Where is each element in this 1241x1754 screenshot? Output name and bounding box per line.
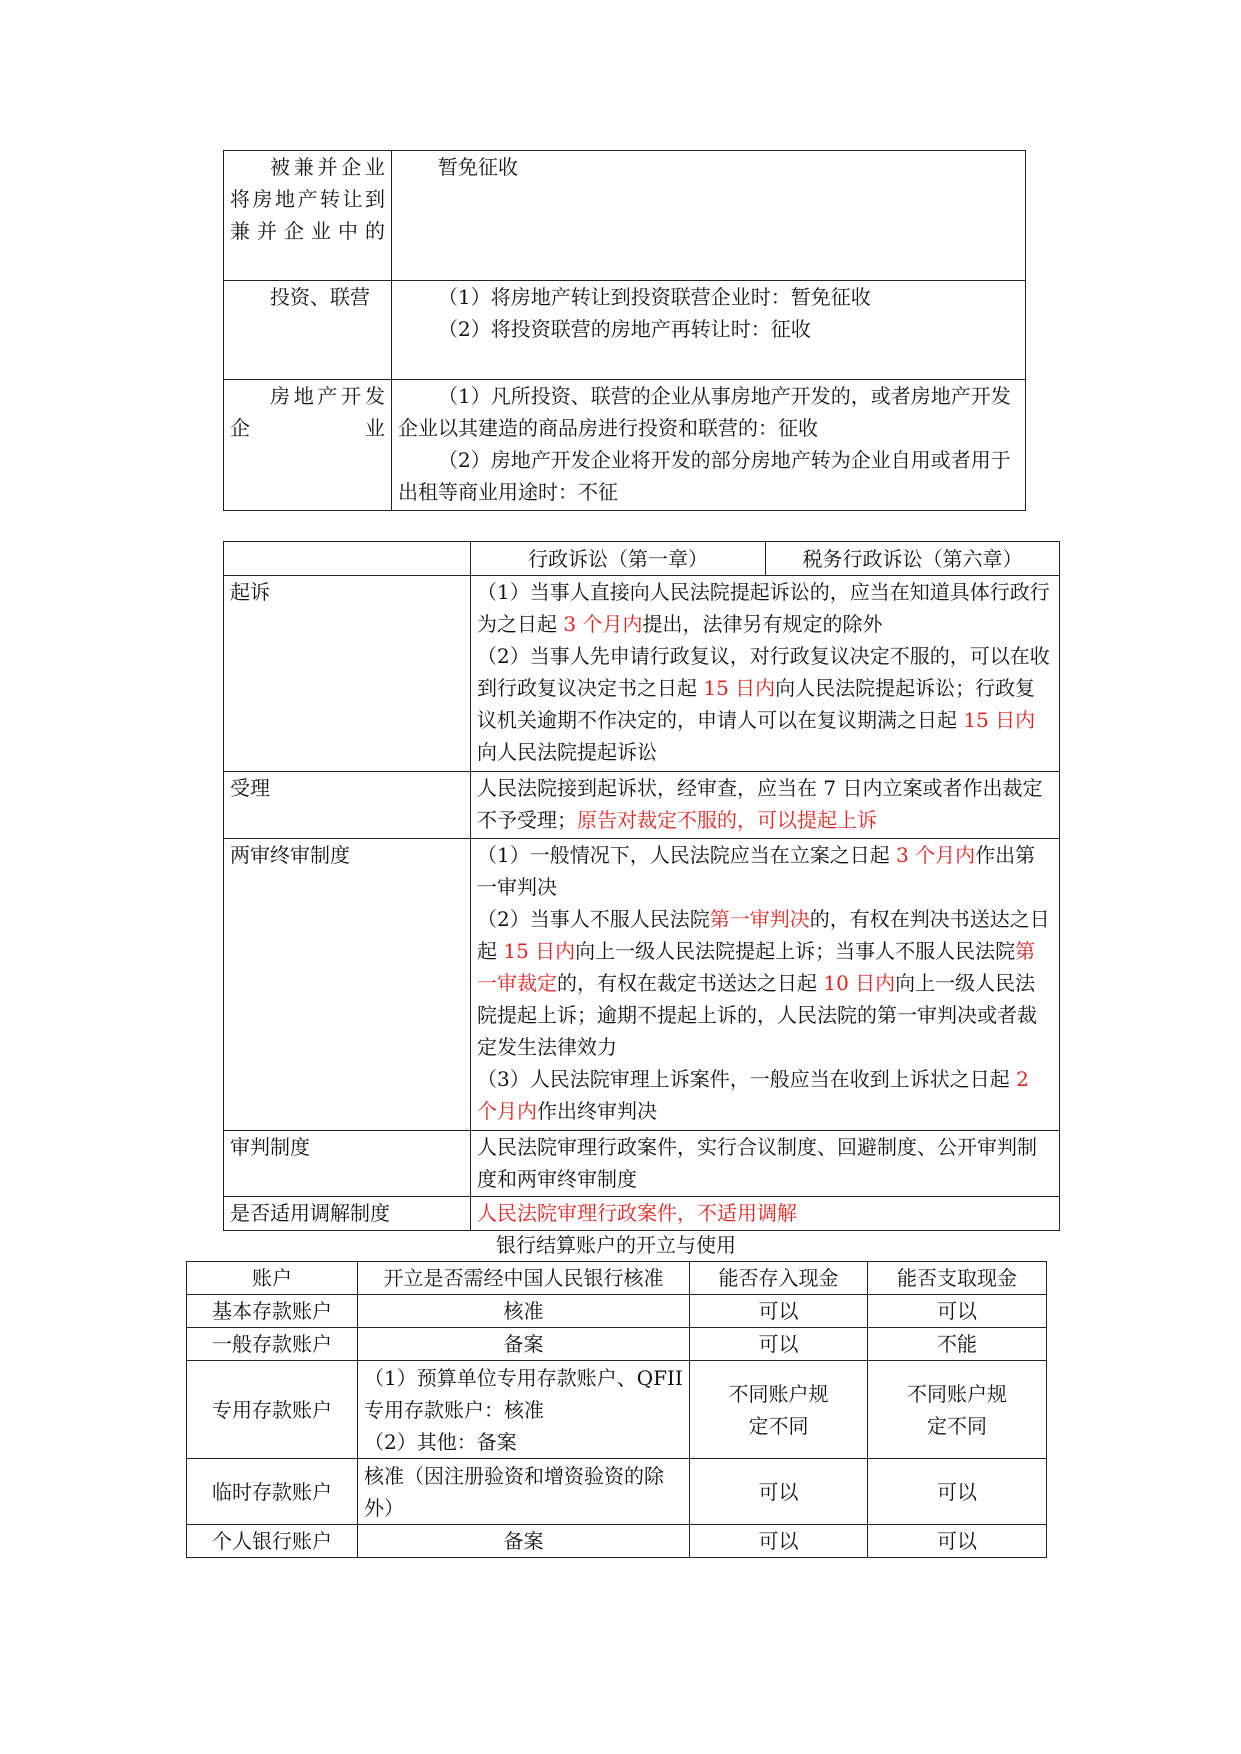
table-caption: 银行结算账户的开立与使用 xyxy=(496,1233,736,1257)
content-line: 暂免征收 xyxy=(438,155,518,179)
content-paragraph xyxy=(477,772,1053,836)
body-text: 人民法院审理行政案件，实行合议制度、回避制度、公开审判制度和两审终审制度 xyxy=(477,1135,1037,1191)
content-paragraph xyxy=(477,903,1053,1063)
content-paragraph xyxy=(477,576,1053,640)
content-line: （2）将投资联营的房地产再转让时：征收 xyxy=(438,317,811,341)
row-content xyxy=(471,772,1060,839)
table-row xyxy=(224,576,1060,772)
row-content xyxy=(471,576,1060,772)
table-row xyxy=(224,281,1026,380)
content-line: （2）房地产开发企业将开发的部分房地产转为企业自用或者用于出租等商业用途时：不征 xyxy=(398,448,1011,504)
table-row xyxy=(187,1361,1047,1459)
header-cell: 能否支取现金 xyxy=(868,1262,1047,1295)
account-name: 专用存款账户 xyxy=(187,1361,358,1459)
body-text: 作出第一审判决 xyxy=(477,843,1036,899)
table-row xyxy=(187,1295,1047,1328)
row-label: 是否适用调解制度 xyxy=(224,1197,471,1231)
body-text: （2）当事人先申请行政复议，对行政复议决定不服的，可以在收到行政复议决定书之日起 xyxy=(477,644,1050,700)
body-text: 的，有权在裁定书送达之日起 xyxy=(557,971,824,995)
row-label: 起诉 xyxy=(224,576,471,772)
withdraw-cell: 不同账户规定不同 xyxy=(868,1361,1047,1459)
table-header-row xyxy=(224,542,1060,576)
approval-cell: 核准 xyxy=(358,1295,690,1328)
row-content xyxy=(392,281,1026,380)
emphasis-text: 10 日内 xyxy=(823,971,896,995)
emphasis-text: 15 日内 xyxy=(703,676,776,700)
content-line: （1）将房地产转让到投资联营企业时：暂免征收 xyxy=(438,285,871,309)
body-text: 提出，法律另有规定的除外 xyxy=(642,612,883,636)
emphasis-text: 人民法院审理行政案件，不适用调解 xyxy=(477,1201,797,1225)
body-text: （1）一般情况下，人民法院应当在立案之日起 xyxy=(477,843,897,867)
row-label: 两审终审制度 xyxy=(224,839,471,1131)
account-name: 临时存款账户 xyxy=(187,1459,358,1525)
body-text: 的，有权在判决书送达之日起 xyxy=(477,907,1050,963)
content-paragraph xyxy=(477,1131,1053,1195)
header-cell xyxy=(224,542,471,576)
emphasis-text: 15 日内 xyxy=(503,939,576,963)
emphasis-text: 15 日内 xyxy=(963,708,1036,732)
table-row xyxy=(224,772,1060,839)
content-paragraph xyxy=(477,1197,1053,1229)
account-name: 基本存款账户 xyxy=(187,1295,358,1328)
row-label: 被兼并企业将房地产转让到兼并企业中的 xyxy=(224,151,392,281)
row-content xyxy=(392,380,1026,511)
emphasis-text: 第一审判决 xyxy=(709,907,810,931)
table-row xyxy=(224,380,1026,511)
body-text: 向上一级人民法院提起上诉；逾期不提起上诉的，人民法院的第一审判决或者裁定发生法律效力 xyxy=(477,971,1037,1059)
body-text: （2）当事人不服人民法院 xyxy=(477,907,710,931)
header-cell: 行政诉讼（第一章） xyxy=(471,542,766,576)
land-tax-table xyxy=(223,150,1026,511)
deposit-cell: 不同账户规定不同 xyxy=(690,1361,868,1459)
withdraw-cell: 不能 xyxy=(868,1328,1047,1361)
body-text: 向人民法院提起诉讼 xyxy=(477,740,657,764)
deposit-cell: 可以 xyxy=(690,1525,868,1558)
table-row xyxy=(187,1459,1047,1525)
withdraw-cell: 可以 xyxy=(868,1525,1047,1558)
withdraw-cell: 可以 xyxy=(868,1295,1047,1328)
approval-cell: 核准（因注册验资和增资验资的除外） xyxy=(358,1459,690,1525)
header-cell: 开立是否需经中国人民银行核准 xyxy=(358,1262,690,1295)
content-line: （1）凡所投资、联营的企业从事房地产开发的，或者房地产开发企业以其建造的商品房进行投资和联营的：征收 xyxy=(398,384,1011,440)
header-cell: 能否存入现金 xyxy=(690,1262,868,1295)
body-text: 作出终审判决 xyxy=(537,1099,657,1123)
table-row xyxy=(224,1131,1060,1197)
table-row xyxy=(224,151,1026,281)
body-text: 向上一级人民法院提起上诉；当事人不服人民法院 xyxy=(575,939,1016,963)
body-text: 人民法院接到起诉状，经审查，应当在 7 日内立案或者作出裁定不予受理； xyxy=(477,776,1043,832)
emphasis-text: 3 个月内 xyxy=(896,843,976,867)
row-content xyxy=(471,1131,1060,1197)
approval-cell: （1）预算单位专用存款账户、QFII 专用存款账户：核准 （2）其他：备案 xyxy=(358,1361,690,1459)
table-header-row xyxy=(187,1262,1047,1295)
row-content xyxy=(392,151,1026,281)
emphasis-text: 第一审裁定 xyxy=(477,939,1036,995)
content-paragraph xyxy=(477,640,1053,768)
approval-cell: 备案 xyxy=(358,1328,690,1361)
emphasis-text: 原告对裁定不服的，可以提起上诉 xyxy=(577,808,877,832)
approval-cell: 备案 xyxy=(358,1525,690,1558)
table-row xyxy=(187,1525,1047,1558)
emphasis-text: 3 个月内 xyxy=(563,612,643,636)
body-text: 向人民法院提起诉讼；行政复议机关逾期不作决定的，申请人可以在复议期满之日起 xyxy=(477,676,1036,732)
account-name: 个人银行账户 xyxy=(187,1525,358,1558)
withdraw-cell: 可以 xyxy=(868,1459,1047,1525)
row-label: 房地产开发企业 xyxy=(224,380,392,511)
row-content xyxy=(471,839,1060,1131)
row-label: 投资、联营 xyxy=(224,281,392,380)
row-label: 受理 xyxy=(224,772,471,839)
content-paragraph xyxy=(477,1063,1053,1127)
body-text: （3）人民法院审理上诉案件，一般应当在收到上诉状之日起 xyxy=(477,1067,1017,1091)
table-row xyxy=(187,1328,1047,1361)
table-row xyxy=(224,1197,1060,1231)
deposit-cell: 可以 xyxy=(690,1328,868,1361)
header-cell: 税务行政诉讼（第六章） xyxy=(766,542,1060,576)
account-name: 一般存款账户 xyxy=(187,1328,358,1361)
table-row xyxy=(224,839,1060,1131)
bank-account-table xyxy=(186,1261,1047,1558)
header-cell: 账户 xyxy=(187,1262,358,1295)
deposit-cell: 可以 xyxy=(690,1295,868,1328)
deposit-cell: 可以 xyxy=(690,1459,868,1525)
body-text: （1）当事人直接向人民法院提起诉讼的，应当在知道具体行政行为之日起 xyxy=(477,580,1050,636)
emphasis-text: 2 个月内 xyxy=(477,1067,1029,1123)
admin-litigation-table xyxy=(223,541,1060,1231)
row-label: 审判制度 xyxy=(224,1131,471,1197)
row-content xyxy=(471,1197,1060,1231)
content-paragraph xyxy=(477,839,1053,903)
